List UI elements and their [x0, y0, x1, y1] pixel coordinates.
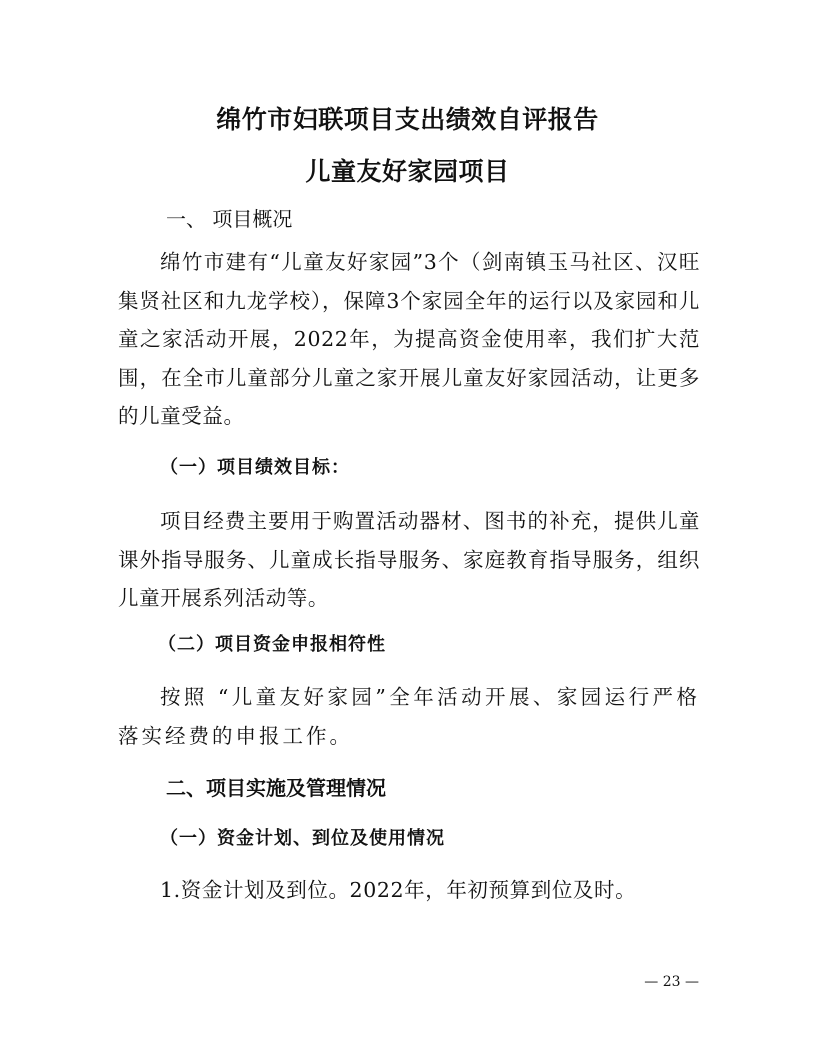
- document-subtitle: 儿童友好家园项目: [305, 157, 510, 186]
- subsection-heading-fund-plan: （一）资金计划、到位及使用情况: [160, 828, 445, 849]
- subsection-heading-fund-compliance: （二）项目资金申报相符性: [158, 634, 386, 655]
- paragraph-fund-compliance: 按照 “儿童友好家园”全年活动开展、家园运行严格落实经费的申报工作。: [118, 685, 700, 748]
- section-heading-implementation: 二、项目实施及管理情况: [166, 776, 386, 800]
- paragraph-overview: 绵竹市建有“儿童友好家园”3个（剑南镇玉马社区、汉旺集贤社区和九龙学校），保障3个家园全年的运行以及家园和儿童之家活动开展，2022年，为提高资金使用率，我们扩大范围，在全市儿童部分儿童之家开展儿童友好家园活动，让更多的儿童受益。: [118, 250, 700, 428]
- section-heading-overview: 一、 项目概况: [166, 207, 293, 231]
- subsection-heading-performance-goals: （一）项目绩效目标：: [160, 457, 350, 478]
- page-number: — 23 —: [644, 974, 699, 990]
- paragraph-fund-plan: 1.资金计划及到位。2022年，年初预算到位及时。: [160, 878, 637, 902]
- paragraph-performance-goals: 项目经费主要用于购置活动器材、图书的补充，提供儿童课外指导服务、儿童成长指导服务、家庭教育指导服务，组织儿童开展系列活动等。: [118, 509, 700, 610]
- document-title: 绵竹市妇联项目支出绩效自评报告: [216, 105, 599, 134]
